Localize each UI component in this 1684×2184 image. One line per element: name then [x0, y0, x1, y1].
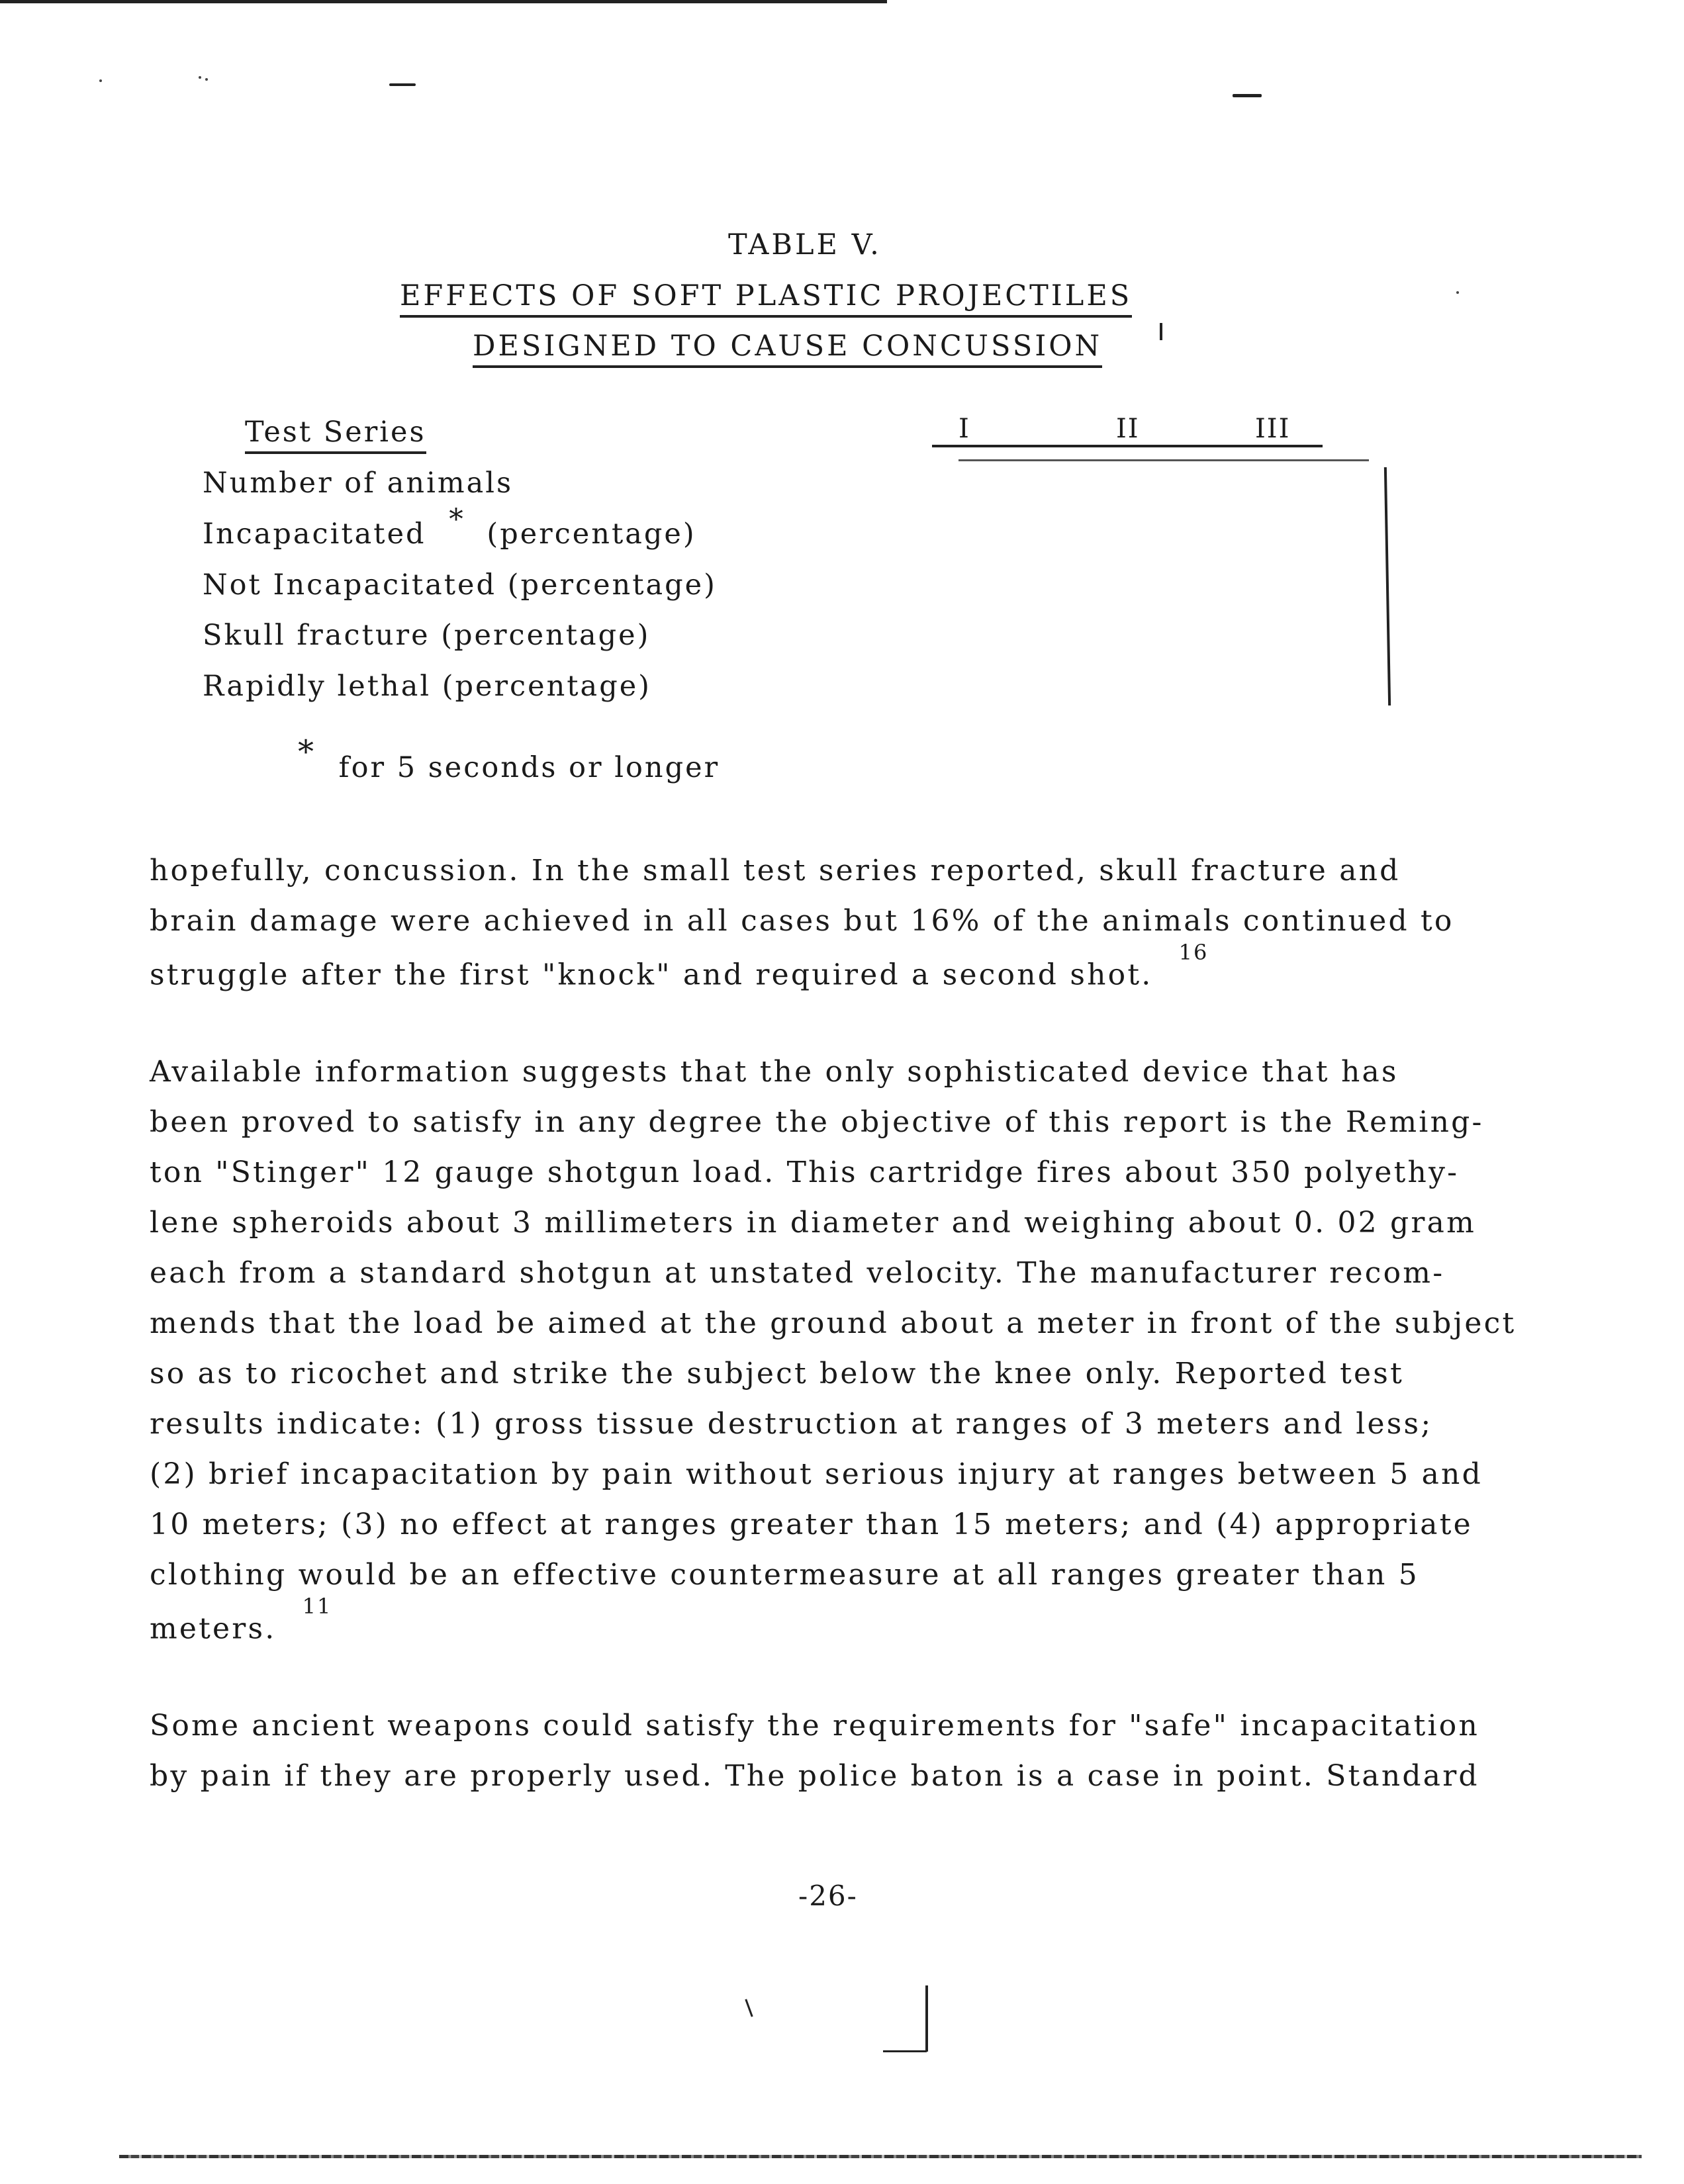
row-label-not-incapacitated: Not Incapacitated (percentage) [203, 569, 717, 602]
paragraph2-line: Available information suggests that the only sophisticated device that has [150, 1055, 1399, 1089]
paragraph2-line: mends that the load be aimed at the ground about a meter in front of the subject [150, 1306, 1517, 1340]
paragraph1-line: hopefully, concussion. In the small test series reported, skull fracture and [150, 854, 1401, 887]
reference-16: 16 [1178, 940, 1209, 965]
paragraph3-line: Some ancient weapons could satisfy the requirements for "safe" incapacitation [150, 1709, 1479, 1743]
column-header-ii: II [1116, 414, 1140, 444]
table-subtitle-line2: DESIGNED TO CAUSE CONCUSSION [473, 330, 1102, 368]
scan-mark [1233, 94, 1262, 97]
table-subtitle-line1: EFFECTS OF SOFT PLASTIC PROJECTILES [400, 279, 1132, 318]
paragraph1-line [150, 940, 1209, 992]
scan-mark [745, 1999, 753, 2017]
top-scan-rule [0, 0, 887, 3]
reference-11: 11 [302, 1594, 332, 1619]
row-label-rapidly-lethal: Rapidly lethal (percentage) [203, 670, 651, 703]
paragraph2-line: lene spheroids about 3 millimeters in diameter and weighing about 0. 02 gram [150, 1206, 1477, 1240]
paragraph2-line: ton "Stinger" 12 gauge shotgun load. This cartridge fires about 350 polyethy- [150, 1156, 1460, 1189]
bottom-scan-rule [119, 2155, 1642, 2158]
column-header-iii: III [1255, 414, 1291, 444]
paragraph2-line: results indicate: (1) gross tissue destruction at ranges of 3 meters and less; [150, 1407, 1433, 1441]
page-number: -26- [798, 1880, 858, 1912]
row-label-incapacitated-text: Incapacitated [203, 518, 426, 551]
paragraph2-line: so as to ricochet and strike the subject below the knee only. Reported test [150, 1357, 1404, 1390]
column-header-rule-lower [959, 459, 1369, 461]
scan-mark [883, 2050, 927, 2052]
paragraph2-line: been proved to satisfy in any degree the objective of this report is the Reming- [150, 1105, 1484, 1139]
scan-tick [1160, 323, 1162, 340]
paragraph2-line: (2) brief incapacitation by pain without serious injury at ranges between 5 and [150, 1457, 1483, 1491]
row-header-test-series: Test Series [245, 416, 426, 454]
paragraph1-line-text: struggle after the first "knock" and required a second shot. [150, 958, 1153, 992]
paragraph1-line: brain damage were achieved in all cases but 16% of the animals continued to [150, 904, 1454, 938]
row-label-skull-fracture: Skull fracture (percentage) [203, 619, 651, 652]
scan-speck [205, 78, 208, 81]
row-label-incapacitated-suffix: (percentage) [487, 518, 696, 551]
scan-mark [925, 1985, 928, 2052]
paragraph3-line: by pain if they are properly used. The police baton is a case in point. Standard [150, 1759, 1479, 1793]
paragraph2-line [150, 1594, 332, 1646]
row-label-incapacitated [203, 503, 696, 551]
paragraph2-line: clothing would be an effective countermeasure at all ranges greater than 5 [150, 1558, 1419, 1592]
table-right-bracket [1384, 467, 1391, 705]
paragraph2-line: 10 meters; (3) no effect at ranges greater than 15 meters; and (4) appropriate [150, 1508, 1473, 1541]
scan-speck [99, 79, 102, 82]
scan-speck [199, 76, 201, 79]
paragraph2-line-text: meters. [150, 1612, 277, 1646]
column-header-rule [932, 445, 1323, 447]
table-title: TABLE V. [728, 228, 882, 261]
column-header-i: I [959, 414, 970, 444]
footnote-text: for 5 seconds or longer [338, 751, 720, 784]
row-label-incapacitated-star: * [449, 503, 465, 536]
footnote-star: * [298, 733, 316, 770]
table-footnote [298, 733, 720, 785]
row-label-number-of-animals: Number of animals [203, 467, 514, 500]
paragraph2-line: each from a standard shotgun at unstated velocity. The manufacturer recom- [150, 1256, 1445, 1290]
scan-mark [389, 83, 416, 86]
scan-speck [1456, 291, 1459, 294]
